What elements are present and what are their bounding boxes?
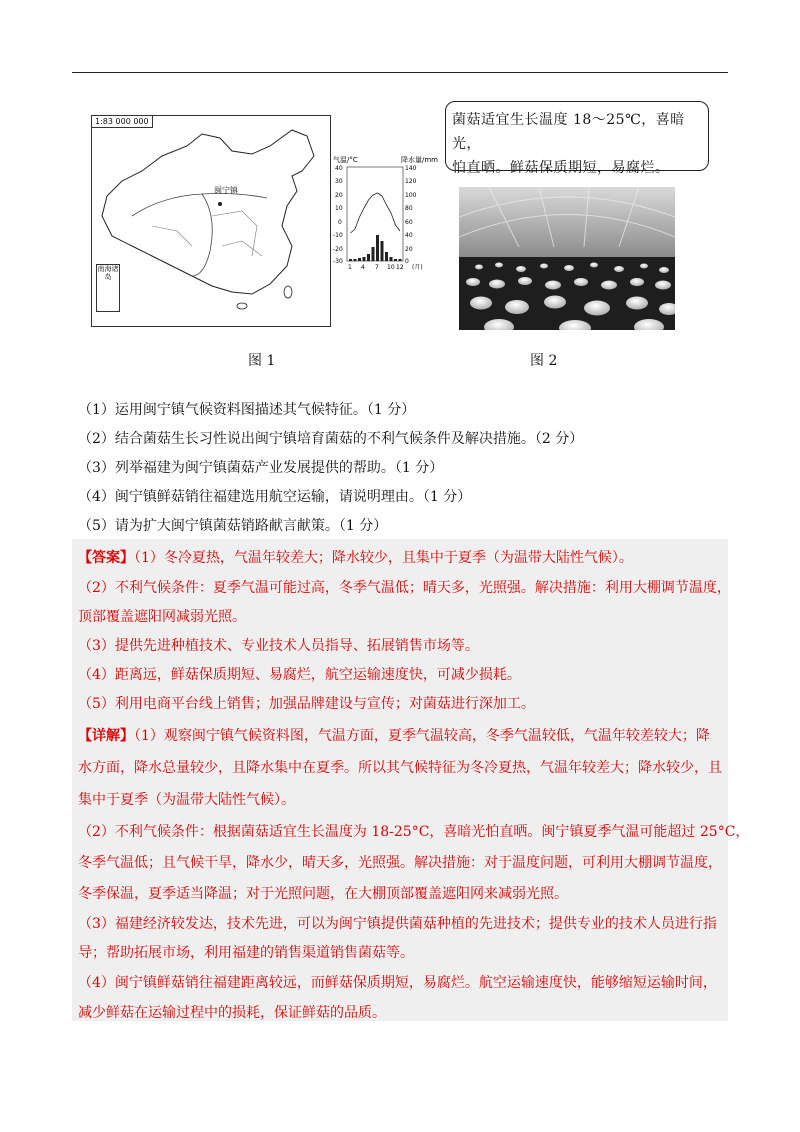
precip-bar: [399, 259, 402, 261]
detail-line: 冬季气温低；且气候干旱，降水少，晴天多，光照强。解决措施：对于温度问题，可利用大棚调节温度，: [78, 855, 722, 871]
temp-tick: 40: [335, 165, 343, 172]
detail-line: 水方面，降水总量较少，且降水集中在夏季。所以其气候特征为冬冷夏热，气温年较差大；降水较少，且: [78, 760, 722, 776]
detail-line: （3）福建经济较发达，技术先进，可以为闽宁镇提供菌菇种植的先进技术；提供专业的技术人员进行指: [78, 916, 717, 932]
answer-text: （1）冬冷夏热，气温年较差大；降水较少，且集中于夏季（为温带大陆性气候）。: [134, 550, 633, 566]
detail-text: （1）观察闽宁镇气候资料图，气温方面，夏季气温较高，冬季气温较低，气温年较差较大；降: [134, 728, 710, 744]
month-unit: (月): [412, 264, 423, 271]
precip-tick: 100: [405, 192, 417, 199]
south-sea-inset: [96, 264, 120, 312]
question-3: （3）列举福建为闽宁镇菌菇产业发展提供的帮助。（1 分）: [78, 460, 444, 476]
south-sea-label: 南海诸岛: [97, 265, 119, 281]
temp-tick: -20: [333, 246, 343, 253]
precip-bar: [349, 259, 352, 261]
month-ticks: [348, 263, 423, 271]
detail-line: （2）不利气候条件：根据菌菇适宜生长温度为 18-25°C，喜暗光怕直晒。闽宁镇夏季气温可能超过 25°C，: [78, 824, 750, 840]
precip-tick: 0: [405, 258, 409, 265]
answer-line: （3）提供先进种植技术、专业技术人员指导、拓展销售市场等。: [78, 638, 479, 654]
figure1-caption: 图 1: [248, 353, 276, 369]
month-tick: 1: [348, 264, 352, 271]
header-rule: [72, 72, 728, 73]
figure2-caption: 图 2: [530, 353, 558, 369]
question-4: （4）闽宁镇鲜菇销往福建选用航空运输，请说明理由。（1 分）: [78, 489, 472, 505]
question-5: （5）请为扩大闽宁镇菌菇销路献言献策。（1 分）: [78, 518, 388, 534]
detail-line: [78, 725, 710, 745]
mushroom-info-box: [445, 101, 709, 176]
climate-chart: [333, 155, 448, 275]
precip-bar: [354, 259, 357, 261]
temp-tick: 10: [335, 205, 343, 212]
town-label: 闽宁镇: [214, 186, 238, 195]
temperature-curve: [351, 193, 401, 233]
detail-line: （4）闽宁镇鲜菇销往福建距离较远，而鲜菇保质期短，易腐烂。航空运输速度快，能够缩短运输时间，: [78, 975, 717, 991]
precip-axis-title: 降水量/mm: [401, 156, 438, 164]
temp-axis-title: 气温/°C: [333, 156, 358, 164]
temp-tick: 20: [335, 192, 343, 199]
greenhouse-mushroom-photo: [459, 187, 675, 330]
info-line: 怕直晒。鲜菇保质期短，易腐烂。: [452, 160, 670, 176]
detail-line: 冬季保温，夏季适当降温；对于光照问题，在大棚顶部覆盖遮阳网来减弱光照。: [78, 886, 568, 902]
answer-line: （2）不利气候条件：夏季气温可能过高，冬季气温低；晴天多，光照强。解决措施：利用大棚调节温度，: [78, 580, 731, 596]
precip-bar: [385, 252, 388, 261]
answer-line: （4）距离远，鲜菇保质期短、易腐烂，航空运输速度快，可减少损耗。: [78, 667, 521, 683]
precip-bar: [381, 241, 384, 261]
month-tick: 10: [387, 264, 395, 271]
precip-tick: 60: [405, 219, 413, 226]
info-line: 菌菇适宜生长温度 18～25℃，喜暗光，: [452, 112, 685, 152]
month-tick: 7: [375, 264, 379, 271]
answer-line: 顶部覆盖遮阳网减弱光照。: [78, 609, 246, 625]
precip-tick: 80: [405, 205, 413, 212]
precip-bar: [367, 254, 370, 261]
temp-tick: 0: [338, 219, 342, 226]
precip-tick: 20: [405, 246, 413, 253]
precip-ticks: [405, 165, 417, 265]
temp-tick: -30: [333, 258, 343, 265]
precip-bar: [363, 257, 366, 261]
climate-plot-frame: [347, 167, 403, 261]
question-1: （1）运用闽宁镇气候资料图描述其气候特征。（1 分）: [78, 402, 416, 418]
temp-tick: 30: [335, 178, 343, 185]
temp-tick: -10: [333, 232, 343, 239]
map-scale: 1:83 000 000: [92, 116, 153, 128]
precip-bar: [394, 259, 397, 261]
answer-tag: 【答案】: [78, 550, 134, 566]
precip-tick: 120: [405, 178, 417, 185]
china-map-outline: [92, 116, 330, 326]
precip-bar: [372, 247, 375, 261]
china-map: [91, 115, 331, 327]
precip-bar: [390, 257, 393, 261]
month-tick: 12: [396, 264, 404, 271]
temp-ticks: [333, 165, 343, 265]
precip-bar: [358, 258, 361, 261]
month-tick: 4: [361, 264, 365, 271]
precip-bar: [376, 235, 379, 261]
detail-line: 导；帮助拓展市场，利用福建的销售渠道销售菌菇等。: [78, 945, 414, 961]
answer-line: [78, 547, 633, 567]
precip-bars: [349, 235, 402, 261]
detail-line: 集中于夏季（为温带大陆性气候）。: [78, 792, 295, 808]
detail-line: 减少鲜菇在运输过程中的损耗，保证鲜菇的品质。: [78, 1005, 386, 1021]
precip-tick: 140: [405, 165, 417, 172]
precip-tick: 40: [405, 232, 413, 239]
answer-line: （5）利用电商平台线上销售；加强品牌建设与宣传；对菌菇进行深加工。: [78, 696, 535, 712]
detail-tag: 【详解】: [78, 728, 134, 744]
question-2: （2）结合菌菇生长习性说出闽宁镇培育菌菇的不利气候条件及解决措施。（2 分）: [78, 431, 584, 447]
